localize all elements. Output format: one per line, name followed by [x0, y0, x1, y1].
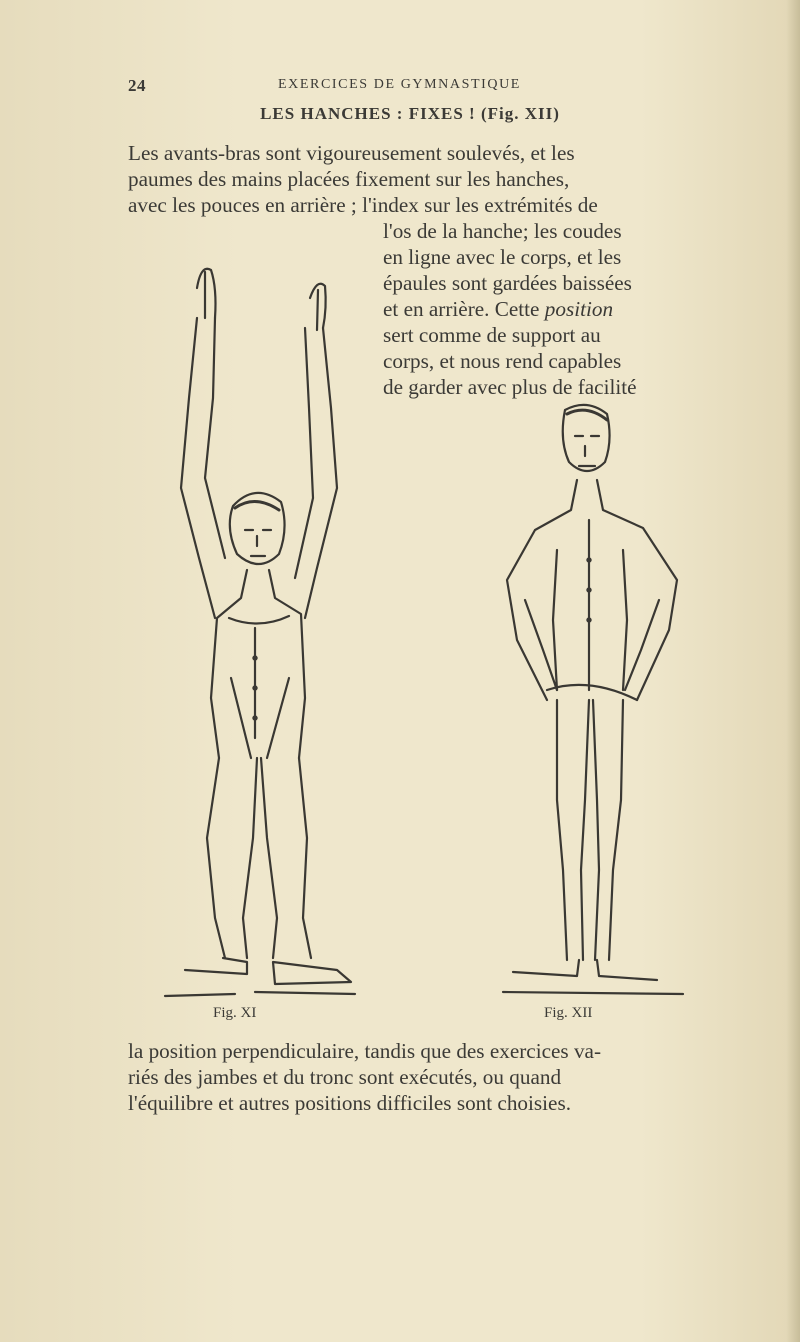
figure-xi-caption: Fig. XI: [213, 1005, 257, 1021]
text-line: Les avants-bras sont vigoureusement soulevés, et les: [128, 141, 575, 165]
text-line: l'os de la hanche; les coudes: [383, 219, 622, 243]
figure-xii-caption: Fig. XII: [544, 1005, 593, 1021]
text-line: avec les pouces en arrière ; l'index sur les extrémités de: [128, 193, 598, 217]
page-number: 24: [128, 76, 146, 95]
closing-paragraph: [128, 1038, 688, 1116]
text-line: en ligne avec le corps, et les: [383, 245, 622, 269]
figure-xi-illustration: [155, 258, 380, 998]
text-line: l'équilibre et autres positions difficiles sont choisies.: [128, 1091, 571, 1115]
section-title: LES HANCHES : FIXES ! (Fig. XII): [260, 104, 560, 123]
text-line: sert comme de support au: [383, 323, 601, 347]
text-line: de garder avec plus de facilité: [383, 375, 637, 399]
running-title: EXERCICES DE GYMNASTIQUE: [278, 77, 521, 92]
text-fragment: et en arrière. Cette: [383, 297, 545, 321]
running-head: [128, 76, 688, 98]
figure-xii-illustration: [473, 400, 698, 998]
text-line: riés des jambes et du tronc sont exécutés, ou quand: [128, 1065, 562, 1089]
text-line: la position perpendiculaire, tandis que des exercices va-: [128, 1039, 602, 1063]
text-line: épaules sont gardées baissées: [383, 271, 632, 295]
italic-word: position: [544, 297, 614, 321]
text-line: [383, 296, 738, 322]
page-edge-shadow: [786, 0, 800, 1342]
text-line: corps, et nous rend capables: [383, 349, 622, 373]
text-line: paumes des mains placées fixement sur les hanches,: [128, 167, 570, 191]
